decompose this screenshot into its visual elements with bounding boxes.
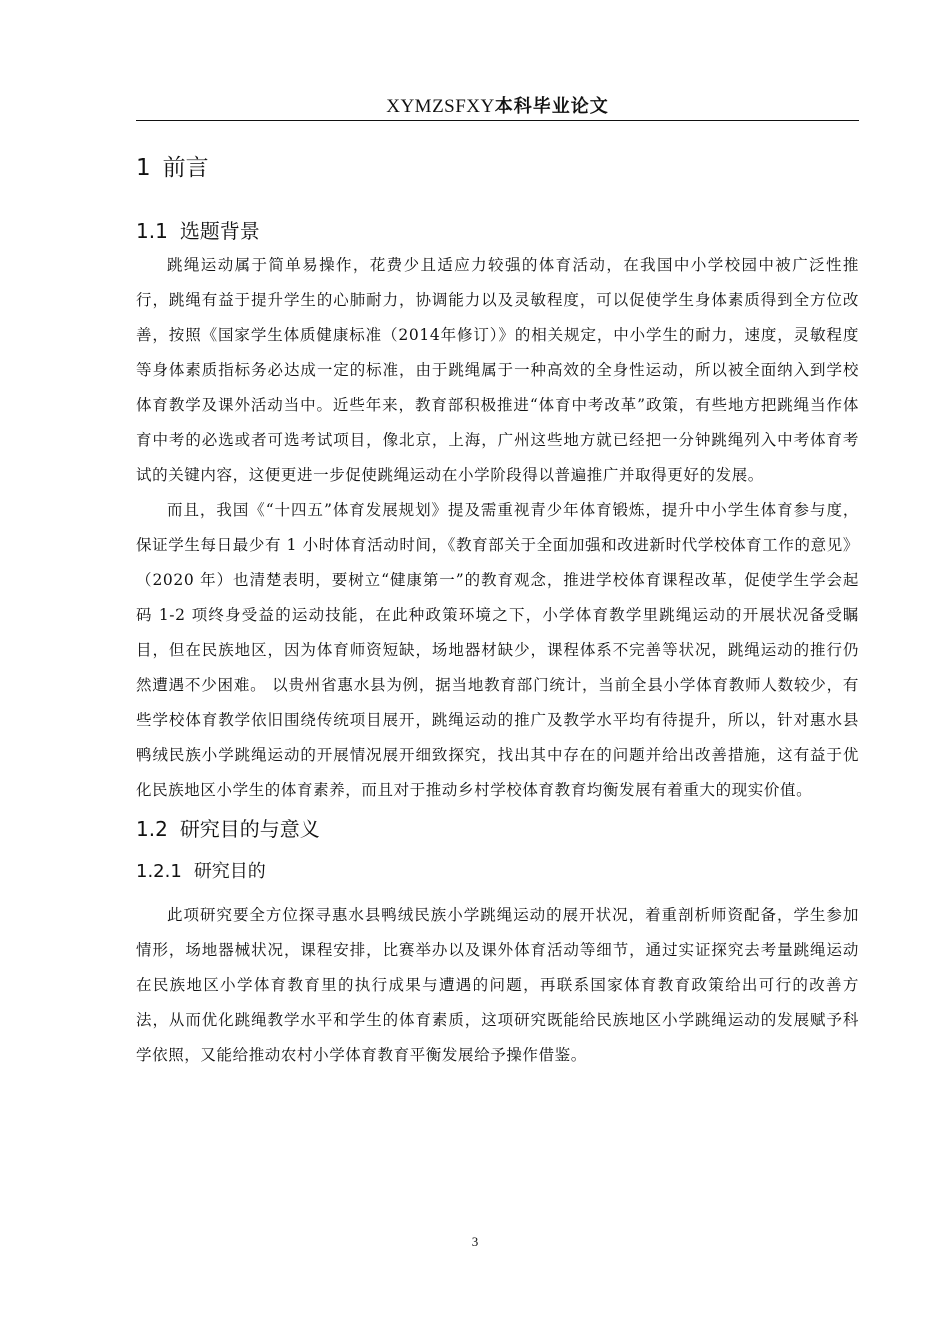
section-heading-1-2-1 [136,856,859,888]
section-heading-1 [136,148,859,188]
page-body [136,148,859,1073]
section-number: 1 [136,155,151,181]
spacer [136,846,859,856]
header-title: 本科毕业论文 [494,96,609,117]
section-number: 1.2.1 [136,861,182,882]
section-heading-1-1 [136,214,859,248]
header-prefix: XYMZSFXY [386,96,495,117]
header-rule [136,120,859,121]
section-title: 研究目的与意义 [179,817,320,841]
paragraph-background-1: 跳绳运动属于简单易操作，花费少且适应力较强的体育活动，在我国中小学校园中被广泛性推行，跳绳有益于提升学生的心肺耐力，协调能力以及灵敏程度，可以促使学生身体素质得到全方位改善，按照《国家学生体质健康标准（2014年修订）》的相关规定，中小学生的耐力，速度，灵敏程度等身体素质指标务必达成一定的标准，由于跳绳属于一种高效的全身性运动，所以被全面纳入到学校体育教学及课外活动当中。近些年来，教育部积极推进“体育中考改革”政策，有些地方把跳绳当作体育中考的必选或者可选考试项目，像北京，上海，广州这些地方就已经把一分钟跳绳列入中考体育考试的关键内容，这便更进一步促使跳绳运动在小学阶段得以普遍推广并取得更好的发展。 [136,256,859,484]
section-number: 1.2 [136,817,168,841]
page-number: 3 [471,1234,479,1249]
paragraph-purpose: 此项研究要全方位探寻惠水县鸭绒民族小学跳绳运动的展开状况，着重剖析师资配备，学生参加情形，场地器械状况，课程安排，比赛举办以及课外体育活动等细节，通过实证探究去考量跳绳运动在民族地区小学体育教育里的执行成果与遭遇的问题，再联系国家体育教育政策给出可行的改善方法，从而优化跳绳教学水平和学生的体育素质，这项研究既能给民族地区小学跳绳运动的发展赋予科学依照，又能给推动农村小学体育教育平衡发展给予操作借鉴。 [136,906,859,1064]
section-title: 前言 [162,155,209,181]
running-header [136,92,859,120]
spacer [136,888,859,898]
section-title: 选题背景 [179,219,260,243]
paragraph-background-2: 而且，我国《“十四五”体育发展规划》提及需重视青少年体育锻炼，提升中小学生体育参与度，保证学生每日最少有 1 小时体育活动时间，《教育部关于全面加强和改进新时代学校体育工作的意见》（2020 年）也清楚表明，要树立“健康第一”的教育观念，推进学校体育课程改革，促使学生学会起码 1-2 项终身受益的运动技能，在此种政策环境之下，小学体育教学里跳绳运动的开展状况备受瞩目，但在民族地区，因为体育师资短缺，场地器材缺少，课程体系不完善等状况，跳绳运动的推行仍然遭遇不少困难。 以贵州省惠水县为例，据当地教育部门统计，当前全县小学体育教师人数较少，有些学校体育教学依旧围绕传统项目展开，跳绳运动的推广及教学水平均有待提升，所以，针对惠水县鸭绒民族小学跳绳运动的开展情况展开细致探究，找出其中存在的问题并给出改善措施，这有益于优化民族地区小学生的体育素养，而且对于推动乡村学校体育教育均衡发展有着重大的现实价值。 [136,501,859,799]
section-heading-1-2 [136,812,859,846]
section-number: 1.1 [136,219,168,243]
section-title: 研究目的 [193,861,266,882]
